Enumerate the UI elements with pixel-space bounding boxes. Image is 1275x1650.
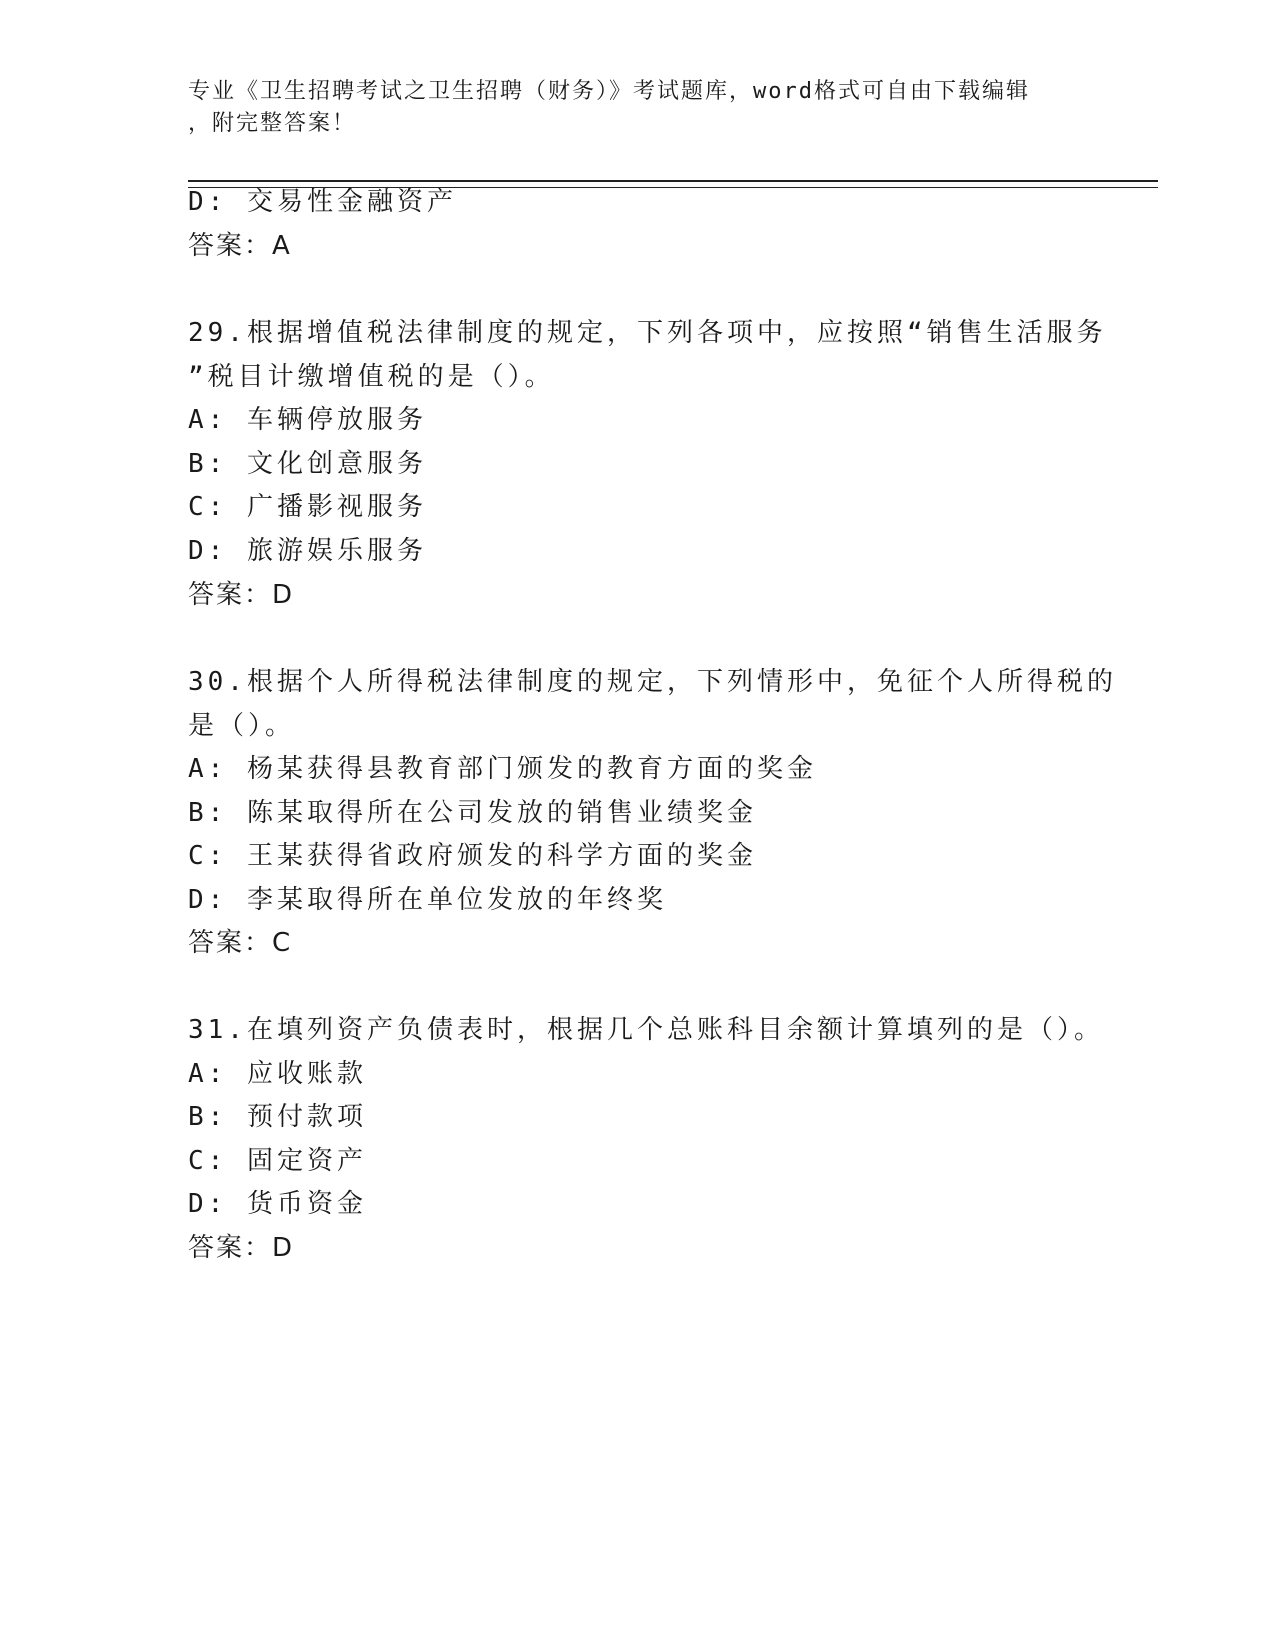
option-a: A: 车辆停放服务 xyxy=(188,405,427,435)
option-c: C: 王某获得省政府颁发的科学方面的奖金 xyxy=(188,841,757,871)
answer: 答案：D xyxy=(188,580,295,610)
option-d: D: 旅游娱乐服务 xyxy=(188,536,427,566)
question-stem-cont: 是（）。 xyxy=(188,711,296,741)
option-b: B: 文化创意服务 xyxy=(188,449,427,479)
header-line-2: ，附完整答案！ xyxy=(188,111,357,136)
answer: 答案：A xyxy=(188,231,292,261)
option-c: C: 广播影视服务 xyxy=(188,492,427,522)
question-stem: 29.根据增值税法律制度的规定，下列各项中，应按照“销售生活服务 xyxy=(188,318,1107,348)
option-b: B: 预付款项 xyxy=(188,1102,367,1132)
option-a: A: 杨某获得县教育部门颁发的教育方面的奖金 xyxy=(188,754,817,784)
option-a: A: 应收账款 xyxy=(188,1059,367,1089)
option-d: D: 李某取得所在单位发放的年终奖 xyxy=(188,885,667,915)
question-stem-cont: ”税目计缴增值税的是（）。 xyxy=(188,362,555,392)
answer: 答案：C xyxy=(188,928,293,958)
question-stem: 31.在填列资产负债表时，根据几个总账科目余额计算填列的是（）。 xyxy=(188,1015,1104,1045)
option-c: C: 固定资产 xyxy=(188,1146,367,1176)
option-d: D: 货币资金 xyxy=(188,1189,367,1219)
document-header xyxy=(188,76,1068,140)
header-line-1: 专业《卫生招聘考试之卫生招聘（财务）》考试题库，word格式可自由下载编辑 xyxy=(188,79,1030,104)
question-stem: 30.根据个人所得税法律制度的规定，下列情形中，免征个人所得税的 xyxy=(188,667,1117,697)
option-d: D: 交易性金融资产 xyxy=(188,187,457,217)
answer: 答案：D xyxy=(188,1233,295,1263)
option-b: B: 陈某取得所在公司发放的销售业绩奖金 xyxy=(188,798,757,828)
